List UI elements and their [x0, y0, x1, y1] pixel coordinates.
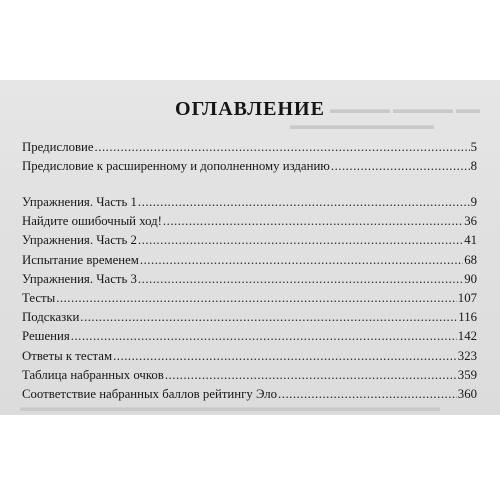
toc-entry[interactable] [22, 329, 477, 348]
dot-leader [113, 349, 457, 364]
dot-leader [80, 310, 457, 325]
toc-entry[interactable] [22, 159, 477, 178]
toc-entry-page: 9 [470, 195, 477, 209]
dot-leader [138, 272, 463, 287]
toc-entry[interactable] [22, 140, 477, 159]
toc-entry-page: 359 [457, 367, 477, 382]
toc-entry-label: Упражнения. Часть 3 [22, 271, 137, 286]
toc-entry-label: Предисловие [22, 140, 94, 154]
dot-leader [56, 291, 457, 306]
toc-entry[interactable] [22, 310, 477, 329]
toc-entry[interactable] [22, 291, 477, 310]
bleed-through-text: ▬▬▬▬▬ ▬▬▬▬▬ ▬▬ [330, 102, 480, 116]
toc-entry[interactable] [22, 233, 477, 252]
toc-title: ОГЛАВЛЕНИЕ [175, 98, 325, 120]
bleed-through-text: ▬▬▬▬▬▬▬▬▬▬▬▬▬▬▬▬▬▬▬▬▬▬▬▬▬▬▬▬▬▬▬▬▬▬▬ [20, 400, 440, 414]
toc-entry[interactable] [22, 214, 477, 233]
toc-entry-label: Тесты [22, 290, 56, 305]
toc-entry-page: 360 [457, 386, 477, 401]
dot-leader [331, 159, 470, 174]
toc-group-front-matter [22, 140, 477, 178]
toc-entry-label: Ответы к тестам [22, 348, 113, 363]
toc-entry-label: Предисловие к расширенному и дополненному изданию [22, 159, 330, 174]
toc-entry-page: 323 [457, 348, 477, 363]
toc-entry-page: 41 [464, 233, 477, 248]
dot-leader [163, 214, 463, 229]
toc-entry-label: Упражнения. Часть 1 [22, 195, 137, 209]
toc-entry-label: Решения [22, 329, 70, 344]
toc-entry-page: 5 [470, 140, 477, 154]
toc-entry-label: Соответствие набранных баллов рейтингу Эло [22, 386, 278, 401]
toc-entry[interactable] [22, 387, 477, 406]
dot-leader [95, 140, 470, 155]
toc-entry[interactable] [22, 253, 477, 272]
toc-entry[interactable] [22, 368, 477, 387]
toc-entry-page: 68 [464, 252, 477, 267]
toc-entry-label: Подсказки [22, 310, 80, 325]
toc-entry-label: Найдите ошибочный ход! [22, 214, 162, 229]
toc-entry-label: Упражнения. Часть 2 [22, 233, 137, 248]
dot-leader [138, 195, 470, 210]
toc-entry-label: Испытание временем [22, 252, 139, 267]
toc-entry[interactable] [22, 195, 477, 214]
toc-entry-page: 142 [457, 329, 477, 344]
dot-leader [140, 253, 463, 268]
dot-leader [71, 329, 457, 344]
toc-entry-page: 90 [464, 271, 477, 286]
toc-entry-label: Таблица набранных очков [22, 367, 164, 382]
dot-leader [138, 233, 463, 248]
toc-group-main [22, 195, 477, 406]
dot-leader [165, 368, 457, 383]
bleed-through-text: ▬▬▬▬▬▬▬▬▬▬▬▬ [290, 118, 434, 132]
toc-entry-page: 107 [457, 290, 477, 305]
toc-entry-page: 8 [470, 159, 477, 174]
toc-entry-page: 116 [458, 310, 477, 325]
toc-entry[interactable] [22, 272, 477, 291]
book-page [0, 80, 500, 415]
toc-entry[interactable] [22, 349, 477, 368]
toc-entry-page: 36 [464, 214, 477, 229]
dot-leader [278, 387, 457, 402]
